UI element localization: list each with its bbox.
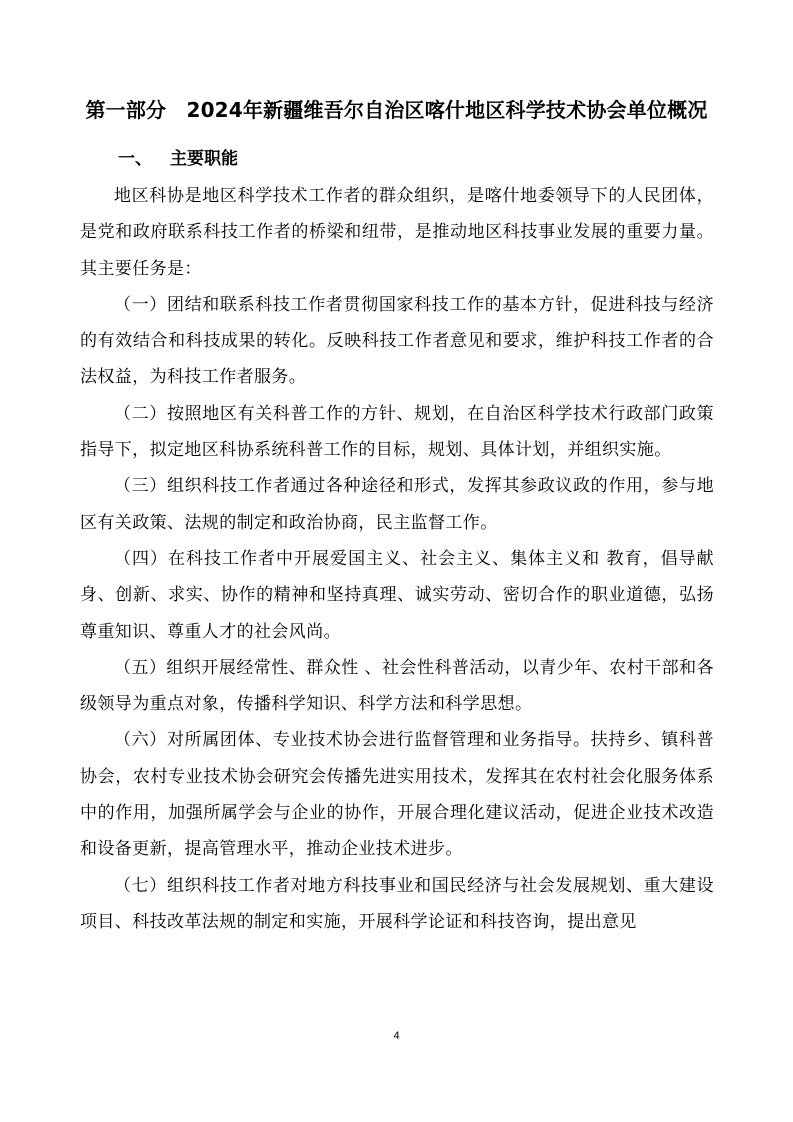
paragraph-item-6: （六）对所属团体、专业技术协会进行监督管理和业务指导。扶持乡、镇科普协会，农村专业技术协会研究会传播先进实用技术，发挥其在农村社会化服务体系中的作用，加强所属学会与企业的协作，开展合理化建议活动，促进企业技术改造和设备更新，提高管理水平，推动企业技术进步。 bbox=[80, 730, 714, 860]
body-text bbox=[80, 178, 714, 940]
paragraph-intro: 地区科协是地区科学技术工作者的群众组织，是喀什地委领导下的人民团体，是党和政府联系科技工作者的桥梁和纽带，是推动地区科技事业发展的重要力量。其主要任务是： bbox=[80, 186, 714, 279]
paragraph-item-2: （二）按照地区有关科普工作的方针、规划，在自治区科学技术行政部门政策指导下，拟定地区科协系统科普工作的目标，规划、具体计划，并组织实施。 bbox=[80, 403, 714, 461]
page-number: 4 bbox=[393, 1030, 400, 1042]
paragraph-item-3: （三）组织科技工作者通过各种途径和形式，发挥其参政议政的作用，参与地区有关政策、法规的制定和政治协商，民主监督工作。 bbox=[80, 476, 714, 533]
paragraph-item-4: （四）在科技工作者中开展爱国主义、社会主义、集体主义和 教育，倡导献身、创新、求实、协作的精神和坚持真理、诚实劳动、密切合作的职业道德，弘扬尊重知识、尊重人才的社会风尚。 bbox=[80, 548, 714, 642]
section-title: 主要职能 bbox=[170, 149, 238, 169]
paragraph-item-7: （七）组织科技工作者对地方科技事业和国民经济与社会发展规划、重大建设项目、科技改革法规的制定和实施，开展科学论证和科技咨询，提出意见 bbox=[80, 875, 714, 932]
section-heading bbox=[118, 146, 238, 172]
paragraph-item-1: （一）团结和联系科技工作者贯彻国家科技工作的基本方针，促进科技与经济的有效结合和科技成果的转化。反映科技工作者意见和要求，维护科技工作者的合法权益，为科技工作者服务。 bbox=[80, 294, 714, 388]
section-number: 一、 bbox=[118, 149, 152, 169]
paragraph-item-5: （五）组织开展经常性、群众性 、社会性科普活动，以青少年、农村干部和各级领导为重点对象，传播科学知识、科学方法和科学思想。 bbox=[80, 657, 714, 715]
page-title: 第一部分 2024年新疆维吾尔自治区喀什地区科学技术协会单位概况 bbox=[85, 98, 708, 122]
